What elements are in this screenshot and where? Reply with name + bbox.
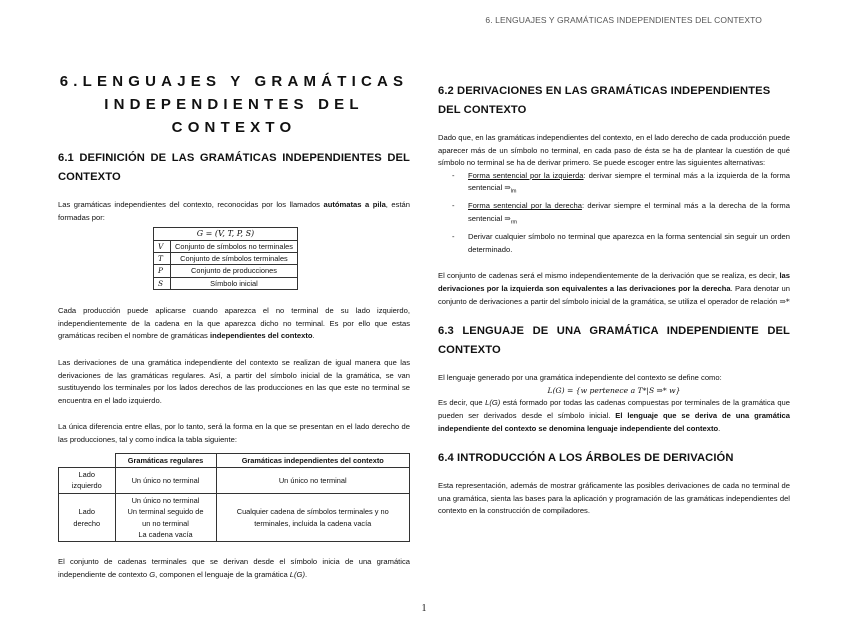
section-6-3-heading: 6.3 LENGUAJE DE UNA GRAMÁTICA INDEPENDIENTE DEL CONTEXTO bbox=[438, 325, 790, 357]
table-row: P Conjunto de producciones bbox=[154, 265, 298, 277]
paragraph-derivations: Las derivaciones de una gramática independiente del contexto se realizan de igual manera que las derivaciones de las gramáticas regulares. Así, a partir del símbolo inicial de la gramática, se van sustituyendo los terminales por los lados derechos de las producciones en las que este no terminal se encuentra en el lado izquierdo. bbox=[58, 358, 410, 405]
comparison-header-independent: Gramáticas independientes del contexto bbox=[216, 453, 410, 467]
right-column bbox=[438, 82, 790, 532]
derivation-alternatives-list bbox=[438, 170, 790, 257]
chapter-title-line-1: 6.LENGUAJES Y GRAMÁTICAS bbox=[59, 73, 409, 90]
grammar-tuple-header: G = (V, T, P, S) bbox=[154, 228, 298, 240]
paragraph-language-definition: El lenguaje generado por una gramática independiente del contexto se define como: bbox=[438, 373, 722, 383]
running-header: 6. LENGUAJES Y GRAMÁTICAS INDEPENDIENTES DEL CONTEXTO bbox=[485, 15, 762, 25]
section-6-2-heading: 6.2 DERIVACIONES EN LAS GRAMÁTICAS INDEPENDIENTES DEL CONTEXTO bbox=[438, 85, 771, 116]
bold-automatas-a-pila: autómatas a pila bbox=[323, 200, 386, 209]
table-row: S Símbolo inicial bbox=[154, 277, 298, 289]
paragraph-derivation-order: Dado que, en las gramáticas independientes del contexto, en el lado derecho de cada producción puede aparecer más de un símbolo no terminal, en cada paso de ésta se ha de plantear la cuestión de qué símbolo no terminal se ha de derivar primero. Se puede escoger entre las siguientes alternativas: bbox=[438, 133, 790, 168]
section-6-4-heading: 6.4 INTRODUCCIÓN A LOS ÁRBOLES DE DERIVACIÓN bbox=[438, 452, 734, 465]
comparison-table bbox=[58, 453, 410, 543]
table-row: Lado izquierdo Un único no terminal Un único no terminal bbox=[59, 467, 410, 493]
comparison-header-regular: Gramáticas regulares bbox=[115, 453, 216, 467]
chapter-title bbox=[58, 70, 410, 139]
paragraph-difference: La única diferencia entre ellas, por lo tanto, será la forma en la que se presentan en el lado derecho de las producciones, tal y como indica la tabla siguiente: bbox=[58, 422, 410, 444]
table-row: V Conjunto de símbolos no terminales bbox=[154, 240, 298, 252]
list-item: - Forma sentencial por la izquierda: derivar siempre el terminal más a la izquierda de la forma sentencial $\Rightarrow_{lm}$ bbox=[452, 170, 790, 199]
left-column bbox=[58, 70, 410, 596]
list-item: - Forma sentencial por la derecha: derivar siempre el terminal más a la derecha de la forma sentencial $\Rightarrow_{rm}$ bbox=[452, 200, 790, 229]
paragraph-language-of-grammar: El conjunto de cadenas terminales que se derivan desde el símbolo inicia de una gramática independiente de contexto G, componen el lenguaje de la gramática L(G). bbox=[58, 557, 410, 579]
chapter-title-line-2: INDEPENDIENTES DEL CONTEXTO bbox=[104, 96, 364, 136]
paragraph-language-meaning: Es decir, que L(G) está formado por todas las cadenas compuestas por terminales de la gramática que pueden ser derivados desde el símbolo inicial. El lenguaje que se deriva de una gramática independiente del contexto se denomina lenguaje independiente del contexto. bbox=[438, 398, 791, 433]
table-row: Lado derecho Un único no terminal Un terminal seguido de un no terminal La cadena vacía Cualquier cadena de símbolos terminales y no terminales, incluida la cadena vacía bbox=[59, 493, 410, 542]
table-row: T Conjunto de símbolos terminales bbox=[154, 253, 298, 265]
paragraph-production-context: Cada producción puede aplicarse cuando aparezca el no terminal de su lado izquierdo, independientemente de la cadena en la que aparezca dicho no terminal. Es por ello que estas gramáticas reciben el nombre de gramáticas independientes del contexto. bbox=[58, 306, 410, 341]
paragraph-equivalence: El conjunto de cadenas será el mismo independientemente de la derivación que se realiza, es decir, las derivaciones por la izquierda son equivalentes a las derivaciones por la derecha. Para denotar un conjunto de derivaciones a partir del símbolo inicial de la gramática, se utiliza el operador de relación ⇒* bbox=[438, 271, 790, 306]
language-equation: L(G) = {w pertenece a T*|S ⇒* w} bbox=[547, 385, 681, 395]
grammar-definition-table bbox=[153, 227, 298, 290]
paragraph-derivation-trees: Esta representación, además de mostrar gráficamente las posibles derivaciones de cada no terminal de una gramática, sienta las bases para la aplicación y programación de las gramáticas independientes del contexto en la construcción de compiladores. bbox=[438, 481, 790, 516]
paragraph-grammar-components: Las gramáticas independientes del contexto, reconocidas por los llamados autómatas a pila, están formadas por: bbox=[58, 200, 410, 222]
section-6-1-heading: 6.1 DEFINICIÓN DE LAS GRAMÁTICAS INDEPENDIENTES DEL CONTEXTO bbox=[58, 152, 410, 183]
list-item: - Derivar cualquier símbolo no terminal que aparezca en la forma sentencial sin seguir un orden determinado. bbox=[452, 231, 790, 256]
page-number: 1 bbox=[421, 603, 427, 614]
